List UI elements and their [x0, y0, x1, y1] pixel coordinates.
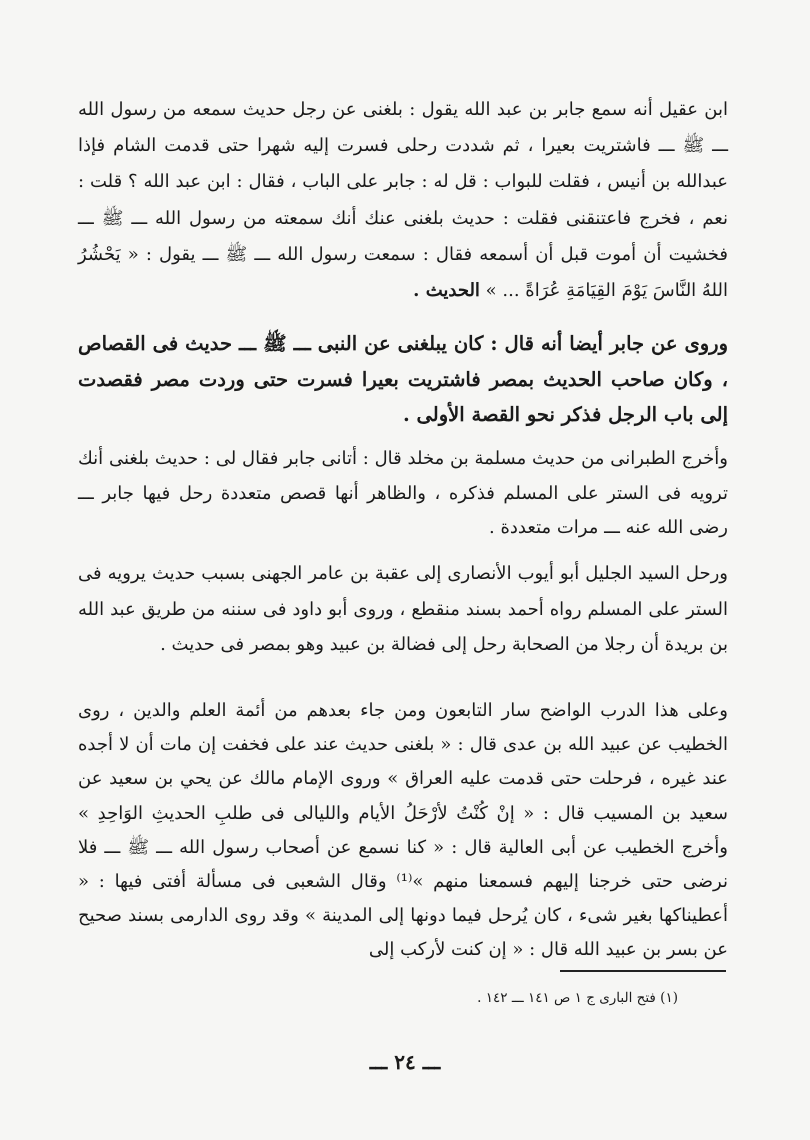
footnote-divider — [560, 970, 726, 972]
page-number: ـــ ٢٤ ـــ — [369, 1050, 441, 1074]
paragraph-text: ابن عقيل أنه سمع جابر بن عبد الله يقول : بلغنى عن رجل حديث سمعه من رسول الله ـــ ﷺ ـــ فاشتريت بعيرا ، ثم شددت رحلى فسرت إليه شهرا حتى قدمت الشام فإذا عبدالله بن أنيس ، فقلت للبواب : قل له : جابر على الباب ، فقال : ابن عبد الله ؟ قلت : نعم ، فخرج فاعتنقنى فقلت : حديث بلغنى عنك أنك سمعته من رسول الله ـــ ﷺ ـــ فخشيت أن أموت قبل أن أسمعه فقال : سمعت رسول الله ـــ ﷺ ـــ يقول : « يَحْشُرُ اللهُ النَّاسَ يَوْمَ القِيَامَةِ عُرَاةً ... » — [78, 99, 728, 302]
hadith-label: الحديث . — [413, 280, 480, 302]
paragraph-abu-ayyub: ورحل السيد الجليل أبو أيوب الأنصارى إلى عقبة بن عامر الجهنى بسبب حديث يرويه فى الستر على المسلم رواه أحمد بسند منقطع ، وروى أبو داود فى سننه من طريق عبد الله بن بريدة أن رجلا من الصحابة رحل إلى فضالة بن عبيد وهو بمصر فى حديث . — [78, 563, 728, 655]
paragraph-jabir-journey — [78, 92, 728, 309]
paragraph-jabir-qisas: وروى عن جابر أيضا أنه قال : كان يبلغنى عن النبى ـــ ﷺ ـــ حديث فى القصاص ، وكان صاحب الحديث بمصر فاشتريت بعيرا فسرت حتى وردت مصر فقصدت إلى باب الرجل فذكر نحو القصة الأولى . — [78, 332, 728, 426]
paragraph-tabiun: وعلى هذا الدرب الواضح سار التابعون ومن جاء بعدهم من أئمة العلم والدين ، روى الخطيب عن عبيد الله بن عدى قال : « بلغنى حديث عند على فخفت إن مات أن لا أجده عند غيره ، فرحلت حتى قدمت عليه العراق » وروى الإمام مالك عن يحي بن سعيد عن سعيد بن المسيب قال : « إنْ كُنْتُ لأرْحَلُ الأيام والليالى فى طلبِ الحديثِ الوَاحِدِ » وأخرج الخطيب عن أبى العالية قال : « كنا نسمع عن أصحاب رسول الله ـــ ﷺ ـــ فلا نرضى حتى خرجنا إليهم فسمعنا منهم »⁽¹⁾ وقال الشعبى فى مسألة أفتى فيها : « أعطيناكها بغير شىء ، كان يُرحل فيما دونها إلى المدينة » وقد روى الدارمى بسند صحيح عن بسر بن عبيد الله قال : « إن كنت لأركب إلى — [78, 700, 728, 961]
paragraph-tabarani: وأخرج الطبرانى من حديث مسلمة بن مخلد قال : أتانى جابر فقال لى : حديث بلغنى أنك ترويه فى الستر على المسلم فذكره ، والظاهر أنها قصص متعددة رحل فيها جابر ـــ رضى الله عنه ـــ مرات متعددة . — [78, 448, 728, 538]
footnote: (١) فتح البارى ج ١ ص ١٤١ ـــ ١٤٢ . — [477, 990, 678, 1006]
